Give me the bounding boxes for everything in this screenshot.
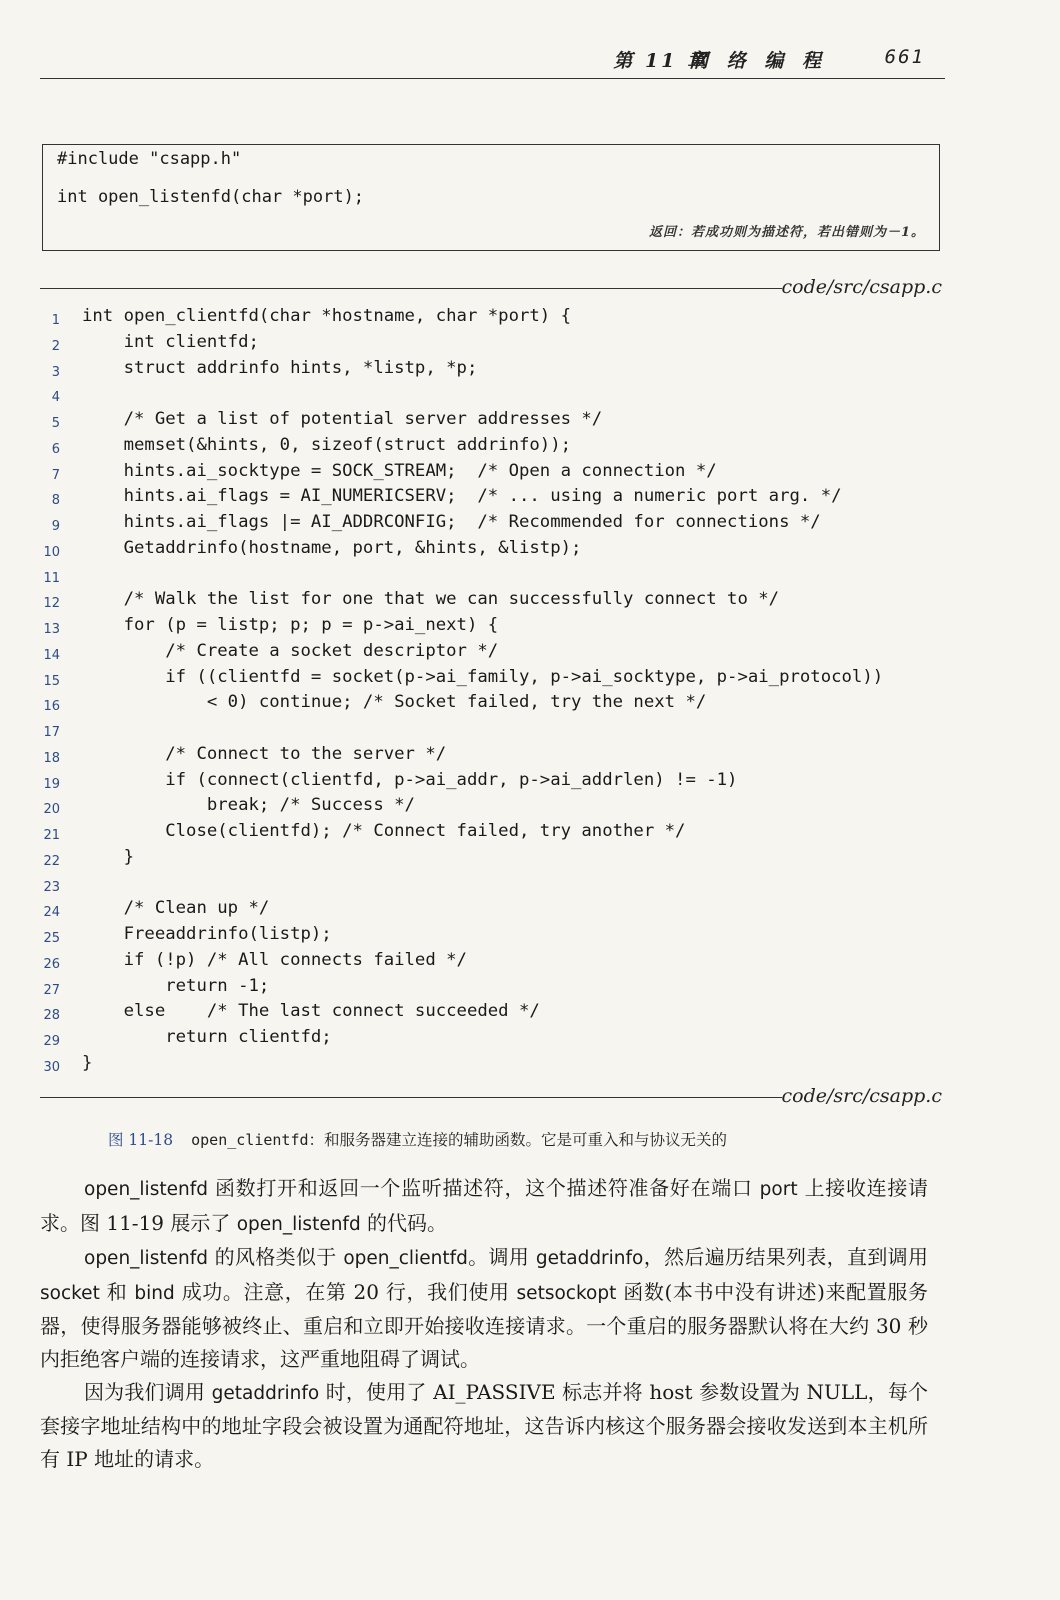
code-text: < 0) continue; /* Socket failed, try the next */	[82, 692, 707, 713]
code-line	[0, 795, 1060, 821]
code-line	[0, 538, 1060, 564]
text-run: 的代码。	[360, 1210, 448, 1235]
code-line	[0, 409, 1060, 435]
line-number: 4	[51, 390, 60, 406]
line-number: 16	[43, 699, 60, 715]
code-text: }	[82, 846, 135, 867]
code-bottom-rule	[40, 1097, 782, 1098]
code-text: struct addrinfo hints, *listp, *p;	[82, 357, 478, 378]
code-text: Getaddrinfo(hostname, port, &hints, &listp);	[82, 537, 582, 558]
inline-code: open_listenfd	[236, 1213, 361, 1235]
code-text: Close(clientfd); /* Connect failed, try another */	[82, 821, 686, 841]
code-text: return clientfd;	[82, 1027, 332, 1047]
paragraph	[40, 1172, 928, 1241]
figure-caption	[108, 1128, 727, 1150]
code-text: /* Get a list of potential server addresses */	[82, 409, 603, 429]
code-text: return -1;	[82, 975, 270, 996]
text-run: 上接收连接请求。图 11-19 展示了	[40, 1176, 928, 1235]
line-number: 22	[43, 853, 60, 869]
code-text: /* Clean up */	[82, 898, 270, 919]
code-line	[0, 512, 1060, 538]
line-number: 12	[43, 596, 60, 612]
page-number: 661	[884, 46, 925, 68]
code-line	[0, 641, 1060, 667]
line-number: 1	[51, 313, 60, 328]
code-text: memset(&hints, 0, sizeof(struct addrinfo));	[82, 434, 571, 455]
line-number: 6	[51, 441, 60, 457]
text-run: 的风格类似于	[207, 1245, 344, 1270]
inline-code: open_listenfd	[84, 1248, 208, 1270]
inline-code: setsockopt	[516, 1282, 617, 1304]
running-header	[40, 44, 945, 79]
include-line: #include "csapp.h"	[57, 149, 242, 169]
text-run: 时，使用了 AI_PASSIVE 标志并将 host 参数设置为 NULL，每个套接字地址结构中的地址字段会被设置为通配符地址，这告诉内核这个服务器会接收发送到本主机所有 IP 地址的请求。	[40, 1379, 929, 1471]
code-line	[0, 589, 1060, 615]
line-number: 15	[43, 673, 60, 689]
code-line	[0, 1053, 1060, 1079]
code-line	[0, 898, 1060, 924]
code-line	[0, 461, 1060, 487]
text-run: 因为我们调用	[84, 1379, 212, 1404]
figure-number: 图 11-18	[108, 1131, 174, 1149]
code-line	[0, 564, 1060, 590]
inline-code: bind	[134, 1282, 175, 1304]
text-run: 函数打开和返回一个监听描述符，这个描述符准备好在端口	[207, 1176, 760, 1200]
code-text: hints.ai_flags = AI_NUMERICSERV; /* ... using a numeric port arg. */	[82, 486, 842, 507]
code-text: hints.ai_flags |= AI_ADDRCONFIG; /* Recommended for connections */	[82, 512, 821, 532]
line-number: 14	[43, 647, 60, 663]
line-number: 21	[43, 828, 60, 843]
line-number: 11	[43, 570, 60, 586]
line-number: 24	[43, 905, 60, 921]
code-text: else /* The last connect succeeded */	[82, 1001, 540, 1022]
code-text: if (connect(clientfd, p->ai_addr, p->ai_addrlen) != -1)	[82, 769, 738, 790]
line-number: 29	[43, 1034, 60, 1049]
text-run: 和	[99, 1279, 135, 1304]
code-line	[0, 358, 1060, 384]
line-number: 5	[51, 416, 60, 431]
caption-function: open_clientfd	[191, 1131, 309, 1149]
returns-note: 返回：若成功则为描述符，若出错则为－1。	[648, 225, 925, 240]
inline-code: getaddrinfo	[211, 1382, 320, 1404]
inline-code: socket	[40, 1282, 100, 1304]
code-source-top: code/src/csapp.c	[781, 276, 942, 298]
line-number: 3	[51, 364, 60, 380]
code-text: int clientfd;	[82, 331, 259, 352]
body-text	[40, 1172, 928, 1475]
code-text: for (p = listp; p; p = p->ai_next) {	[82, 615, 499, 635]
code-line	[0, 873, 1060, 899]
text-run: 函数(本书中没有讲述)来配置服务器，使得服务器能够被终止、重启和立即开始接收连接请求。一个重启的服务器默认将在大约 30 秒内拒绝客户端的连接请求，这严重地阻碍了调试。	[40, 1279, 929, 1371]
signature-line: int open_listenfd(char *port);	[57, 187, 365, 207]
line-number: 19	[43, 776, 60, 792]
line-number: 17	[43, 725, 60, 740]
code-line	[0, 1027, 1060, 1053]
paragraph	[40, 1376, 928, 1476]
inline-code: port	[759, 1179, 798, 1200]
paragraph	[40, 1241, 928, 1375]
chapter-label: 第 11 章	[613, 50, 709, 72]
code-text: hints.ai_socktype = SOCK_STREAM; /* Open a connection */	[82, 460, 717, 481]
code-text: if ((clientfd = socket(p->ai_family, p->ai_socktype, p->ai_protocol))	[82, 666, 884, 687]
chapter-title: 网 络 编 程	[689, 50, 827, 72]
code-line	[0, 976, 1060, 1002]
line-number: 10	[43, 544, 60, 560]
code-text: /* Connect to the server */	[82, 743, 447, 764]
line-number: 26	[43, 956, 60, 972]
function-prototype-box	[42, 144, 940, 251]
code-top-rule	[40, 288, 782, 289]
line-number: 30	[43, 1059, 60, 1075]
caption-text: ：和服务器建立连接的辅助函数。它是可重入和与协议无关的	[308, 1131, 728, 1149]
line-number: 25	[43, 931, 60, 946]
code-line	[0, 306, 1060, 332]
inline-code: open_clientfd	[343, 1248, 468, 1270]
line-number: 13	[43, 622, 60, 637]
code-text: /* Create a socket descriptor */	[82, 640, 499, 661]
line-number: 8	[51, 493, 60, 509]
code-line	[0, 718, 1060, 744]
line-number: 9	[51, 519, 60, 534]
code-source-bottom: code/src/csapp.c	[781, 1085, 942, 1107]
code-text: Freeaddrinfo(listp);	[82, 924, 332, 944]
text-run: 成功。注意，在第 20 行，我们使用	[174, 1279, 517, 1304]
code-text: }	[82, 1052, 93, 1073]
line-number: 27	[43, 982, 60, 998]
code-line	[0, 667, 1060, 693]
text-run: 。调用	[467, 1245, 536, 1270]
code-text: break; /* Success */	[82, 795, 415, 816]
line-number: 7	[51, 467, 60, 483]
code-text: int open_clientfd(char *hostname, char *port) {	[82, 306, 571, 326]
code-line	[0, 950, 1060, 976]
line-number: 20	[43, 802, 60, 818]
line-number: 18	[43, 750, 60, 766]
line-number: 2	[51, 338, 60, 354]
code-line	[0, 383, 1060, 409]
code-line	[0, 744, 1060, 770]
inline-code: getaddrinfo	[535, 1248, 644, 1270]
code-text: /* Walk the list for one that we can successfully connect to */	[82, 589, 780, 610]
code-line	[0, 486, 1060, 512]
line-number: 28	[43, 1008, 60, 1024]
code-line	[0, 615, 1060, 641]
code-line	[0, 924, 1060, 950]
code-line	[0, 435, 1060, 461]
text-run: ，然后遍历结果列表，直到调用	[643, 1245, 929, 1270]
code-line	[0, 692, 1060, 718]
code-line	[0, 821, 1060, 847]
code-line	[0, 1001, 1060, 1027]
inline-code: open_listenfd	[84, 1179, 208, 1200]
code-line	[0, 770, 1060, 796]
code-text: if (!p) /* All connects failed */	[82, 949, 467, 970]
line-number: 23	[43, 879, 60, 895]
code-line	[0, 332, 1060, 358]
code-line	[0, 847, 1060, 873]
